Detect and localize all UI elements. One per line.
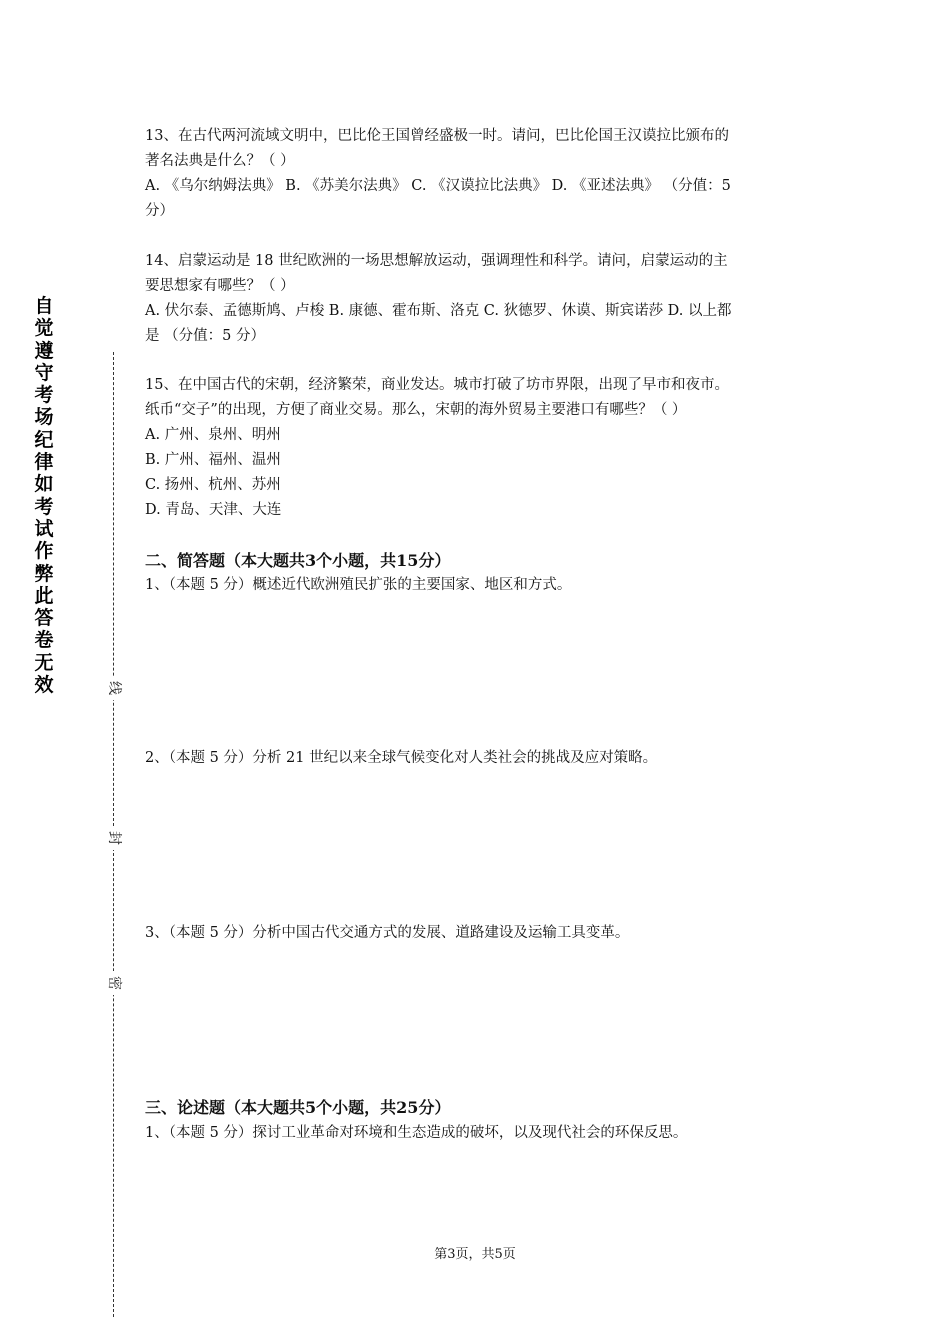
question-options: A. 伏尔泰、孟德斯鸠、卢梭 B. 康德、霍布斯、洛克 C. 狄德罗、休谟、斯宾诺莎 D. 以上都: [145, 303, 732, 319]
section-3-heading: 三、论述题（本大题共5个小题，共25分）: [145, 1098, 451, 1117]
question-stem: 纸币“交子”的出现，方便了商业交易。那么，宋朝的海外贸易主要港口有哪些？（ ）: [145, 402, 687, 418]
warning-char: 考: [34, 384, 54, 407]
short-answer-1: 1、（本题 5 分）概述近代欧洲殖民扩张的主要国家、地区和方式。: [145, 577, 572, 593]
warning-char: 觉: [34, 317, 54, 340]
question-15: [145, 373, 825, 523]
question-stem: 14、启蒙运动是 18 世纪欧洲的一场思想解放运动，强调理性和科学。请问，启蒙运动的主: [145, 253, 728, 269]
question-stem: 13、在古代两河流域文明中，巴比伦王国曾经盛极一时。请问，巴比伦国王汉谟拉比颁布的: [145, 128, 729, 144]
warning-char: 试: [34, 517, 54, 540]
option-c: C. 扬州、杭州、苏州: [145, 477, 281, 493]
short-answer-2: 2、（本题 5 分）分析 21 世纪以来全球气候变化对人类社会的挑战及应对策略。: [145, 750, 658, 766]
warning-char: 考: [34, 495, 54, 518]
warning-char: 无: [34, 651, 54, 674]
question-stem: 要思想家有哪些？（ ）: [145, 278, 295, 294]
section-2-heading: 二、简答题（本大题共3个小题，共15分）: [145, 551, 451, 570]
total-pages: 5: [494, 1247, 503, 1262]
seal-mark-line: 线: [103, 676, 125, 700]
option-a: A. 广州、泉州、明州: [145, 427, 281, 443]
warning-char: 纪: [34, 428, 54, 451]
question-options: A. 《乌尔纳姆法典》 B. 《苏美尔法典》 C. 《汉谟拉比法典》 D. 《亚述法典》 （分值：5: [145, 178, 731, 194]
option-d: D. 青岛、天津、大连: [145, 502, 282, 518]
essay-question-1: 1、（本题 5 分）探讨工业革命对环境和生态造成的破坏，以及现代社会的环保反思。: [145, 1125, 688, 1141]
short-answer-3: 3、（本题 5 分）分析中国古代交通方式的发展、道路建设及运输工具变革。: [145, 925, 630, 941]
warning-char: 自: [34, 295, 54, 317]
question-stem: 15、在中国古代的宋朝，经济繁荣，商业发达。城市打破了坊市界限，出现了早市和夜市。: [145, 377, 729, 393]
question-options: 分）: [145, 203, 174, 219]
warning-char: 遵: [34, 339, 54, 362]
warning-char: 作: [34, 540, 54, 563]
warning-char: 律: [34, 451, 54, 474]
option-b: B. 广州、福州、温州: [145, 452, 281, 468]
question-14: [145, 249, 825, 349]
warning-char: 场: [34, 406, 54, 429]
warning-char: 如: [34, 473, 54, 496]
page-number-footer: 第3页，共5页: [434, 1247, 516, 1262]
warning-char: 卷: [34, 629, 54, 652]
warning-char: 守: [34, 361, 54, 384]
current-page: 3: [447, 1247, 456, 1262]
warning-char: 答: [34, 607, 54, 630]
question-stem: 著名法典是什么？（ ）: [145, 153, 295, 169]
seal-mark-seal: 封: [103, 826, 125, 850]
seal-mark-secret: 密: [103, 971, 125, 995]
warning-char: 此: [34, 584, 54, 607]
warning-char: 效: [34, 674, 54, 697]
warning-char: 弊: [34, 562, 54, 585]
question-options: 是 （分值：5 分）: [145, 328, 265, 344]
question-13: [145, 124, 825, 224]
exam-discipline-warning: [30, 295, 58, 696]
